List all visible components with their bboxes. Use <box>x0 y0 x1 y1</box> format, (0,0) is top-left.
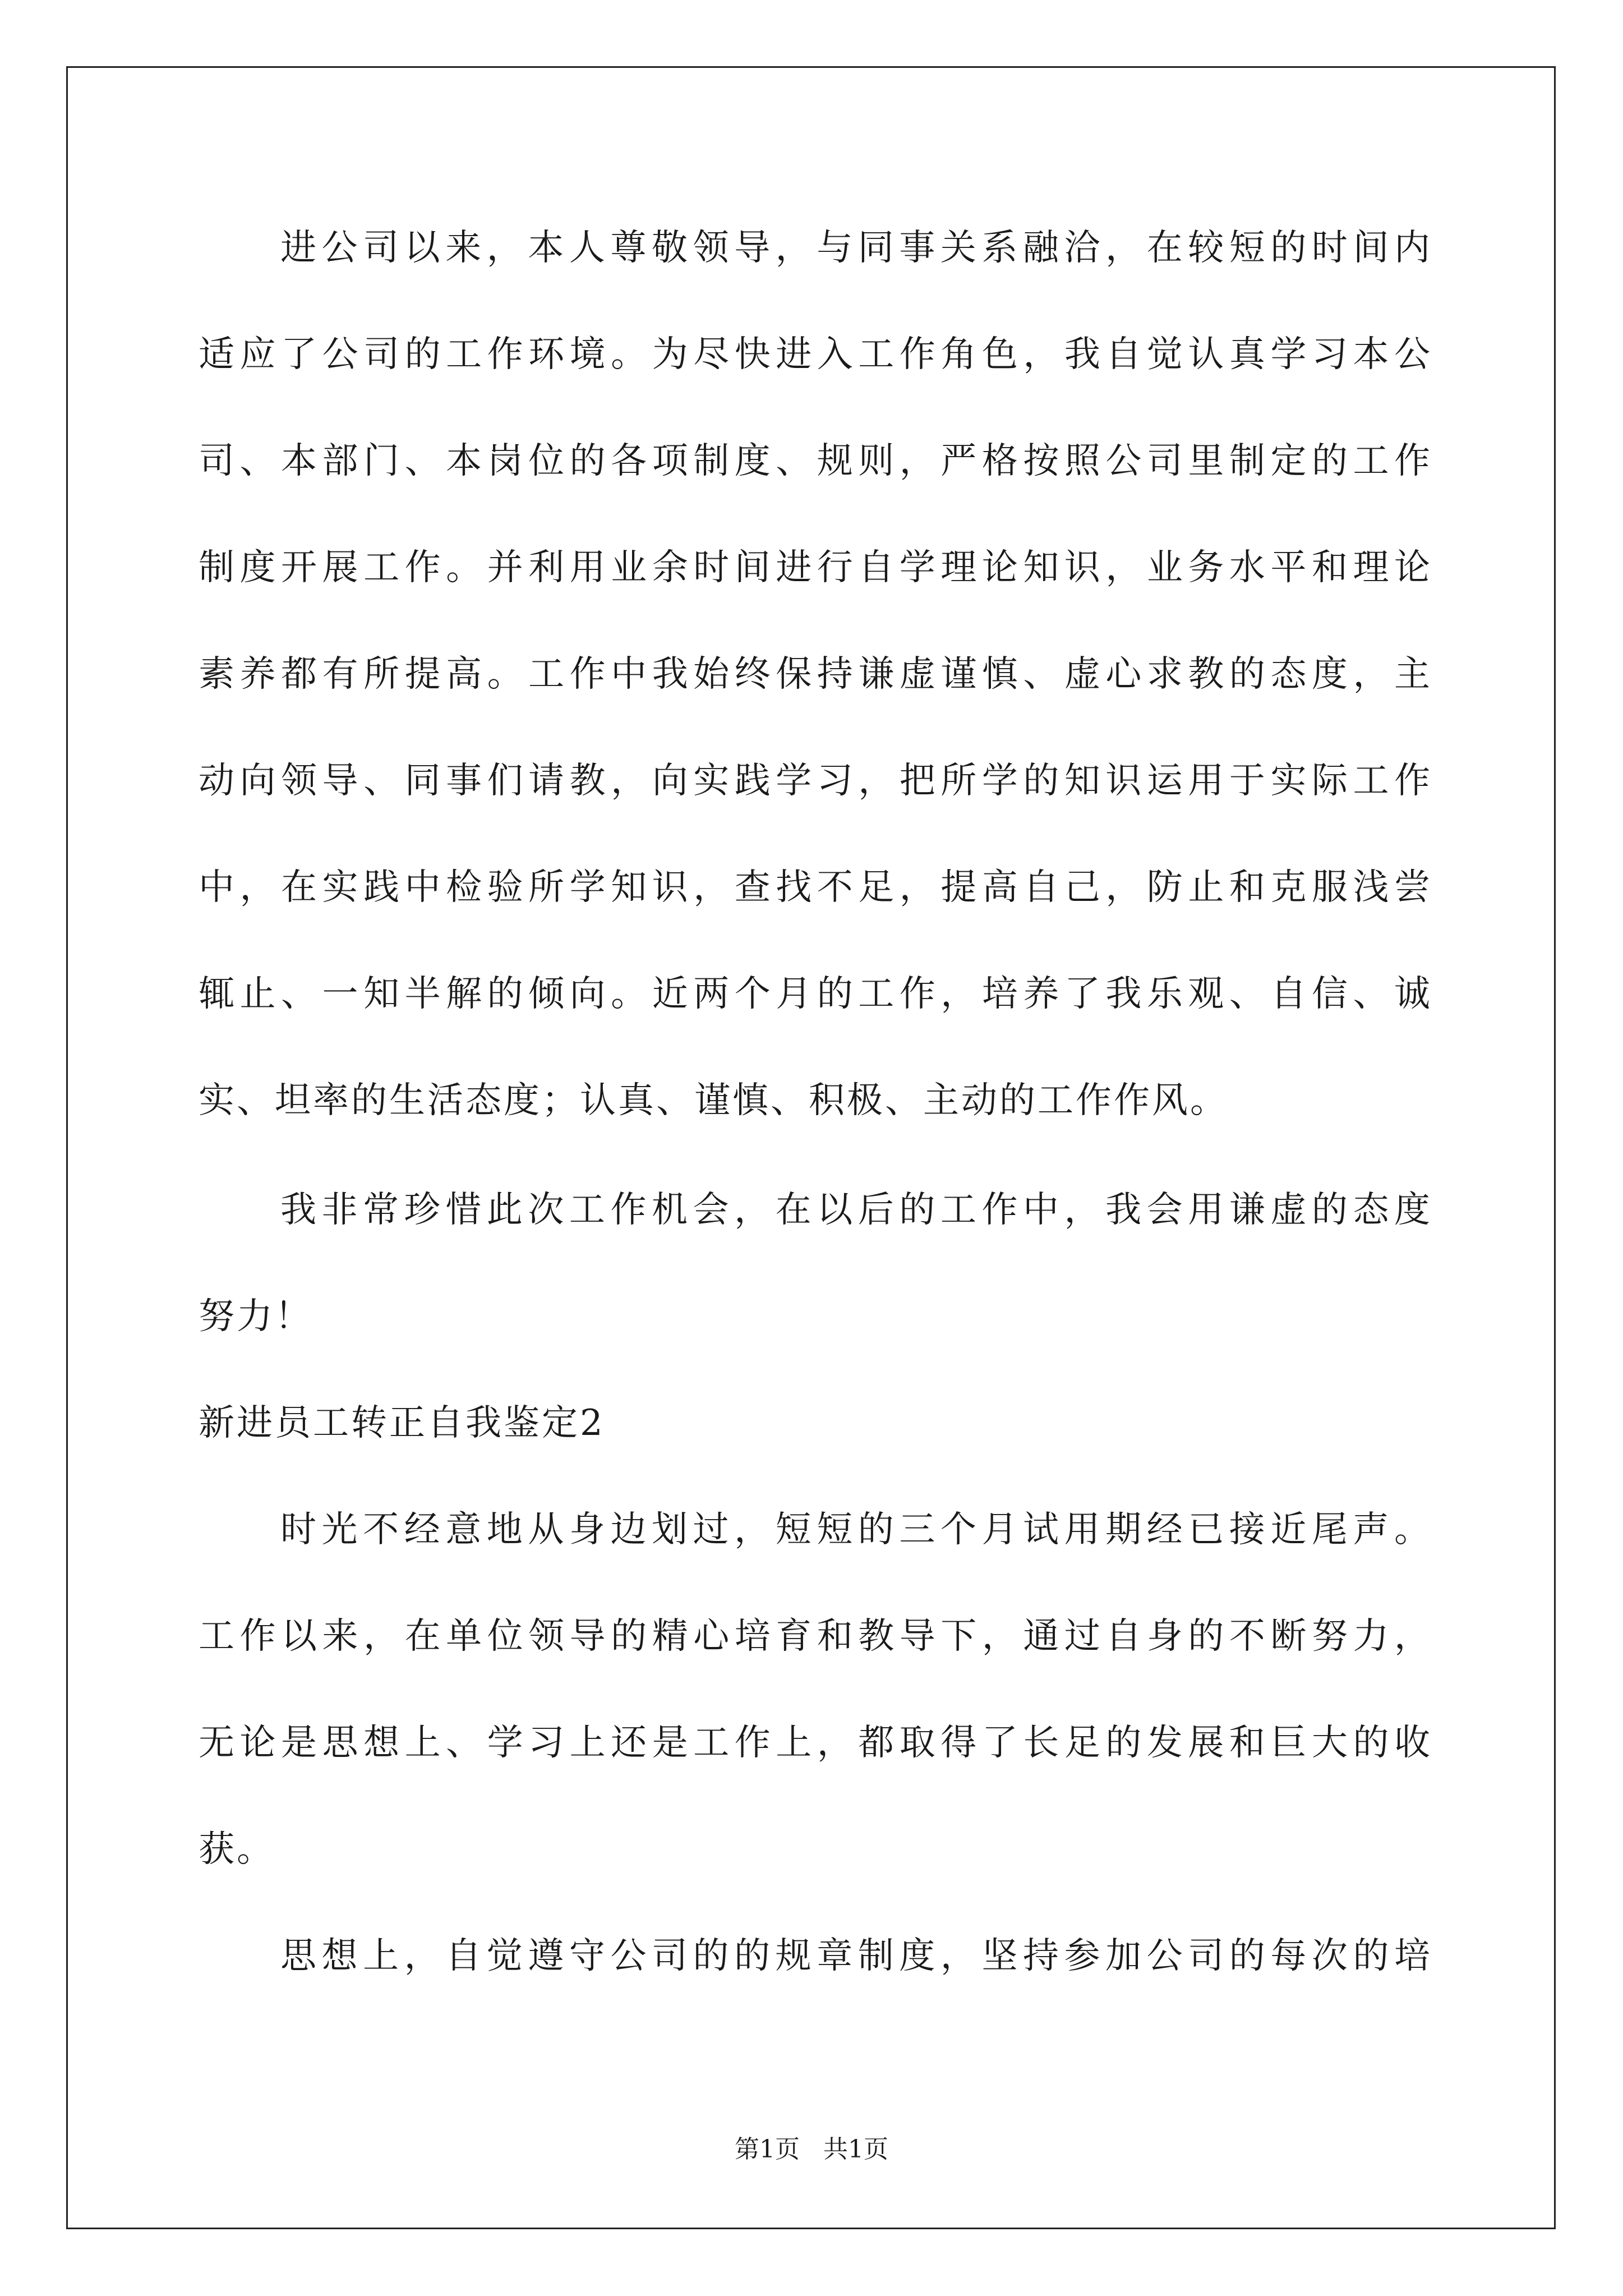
paragraph-1-line-5: 素养都有所提高。工作中我始终保持谦虚谨慎、虚心求教的态度，主 <box>199 654 1432 695</box>
paragraph-1-line-8: 辄止、一知半解的倾向。近两个月的工作，培养了我乐观、自信、诚 <box>199 973 1432 1015</box>
paragraph-1-line-7: 中，在实践中检验所学知识，查找不足，提高自己，防止和克服浅尝 <box>199 867 1432 908</box>
paragraph-3-line-1: 时光不经意地从身边划过，短短的三个月试用期经已接近尾声。 <box>280 1509 1432 1550</box>
page-border <box>66 66 1556 2229</box>
paragraph-3-line-4: 获。 <box>199 1829 275 1870</box>
paragraph-1-line-1: 进公司以来，本人尊敬领导，与同事关系融洽，在较短的时间内 <box>280 227 1432 269</box>
paragraph-1-line-3: 司、本部门、本岗位的各项制度、规则，严格按照公司里制定的工作 <box>199 440 1432 482</box>
paragraph-2-line-2: 努力！ <box>199 1296 313 1337</box>
paragraph-1-line-4: 制度开展工作。并利用业余时间进行自学理论知识，业务水平和理论 <box>199 547 1432 588</box>
page-number-footer: 第1页 共1页 <box>735 2135 888 2164</box>
paragraph-1-line-6: 动向领导、同事们请教，向实践学习，把所学的知识运用于实际工作 <box>199 760 1432 802</box>
paragraph-3-line-3: 无论是思想上、学习上还是工作上，都取得了长足的发展和巨大的收 <box>199 1722 1432 1764</box>
paragraph-2-line-1: 我非常珍惜此次工作机会，在以后的工作中，我会用谦虚的态度 <box>280 1189 1432 1231</box>
paragraph-1-line-9: 实、坦率的生活态度；认真、谨慎、积极、主动的工作作风。 <box>199 1080 1228 1121</box>
paragraph-3-line-2: 工作以来，在单位领导的精心培育和教导下，通过自身的不断努力， <box>199 1616 1432 1657</box>
section-heading: 新进员工转正自我鉴定2 <box>199 1402 605 1444</box>
paragraph-4-line-1: 思想上，自觉遵守公司的的规章制度，坚持参加公司的每次的培 <box>280 1935 1432 1977</box>
paragraph-1-line-2: 适应了公司的工作环境。为尽快进入工作角色，我自觉认真学习本公 <box>199 334 1432 375</box>
